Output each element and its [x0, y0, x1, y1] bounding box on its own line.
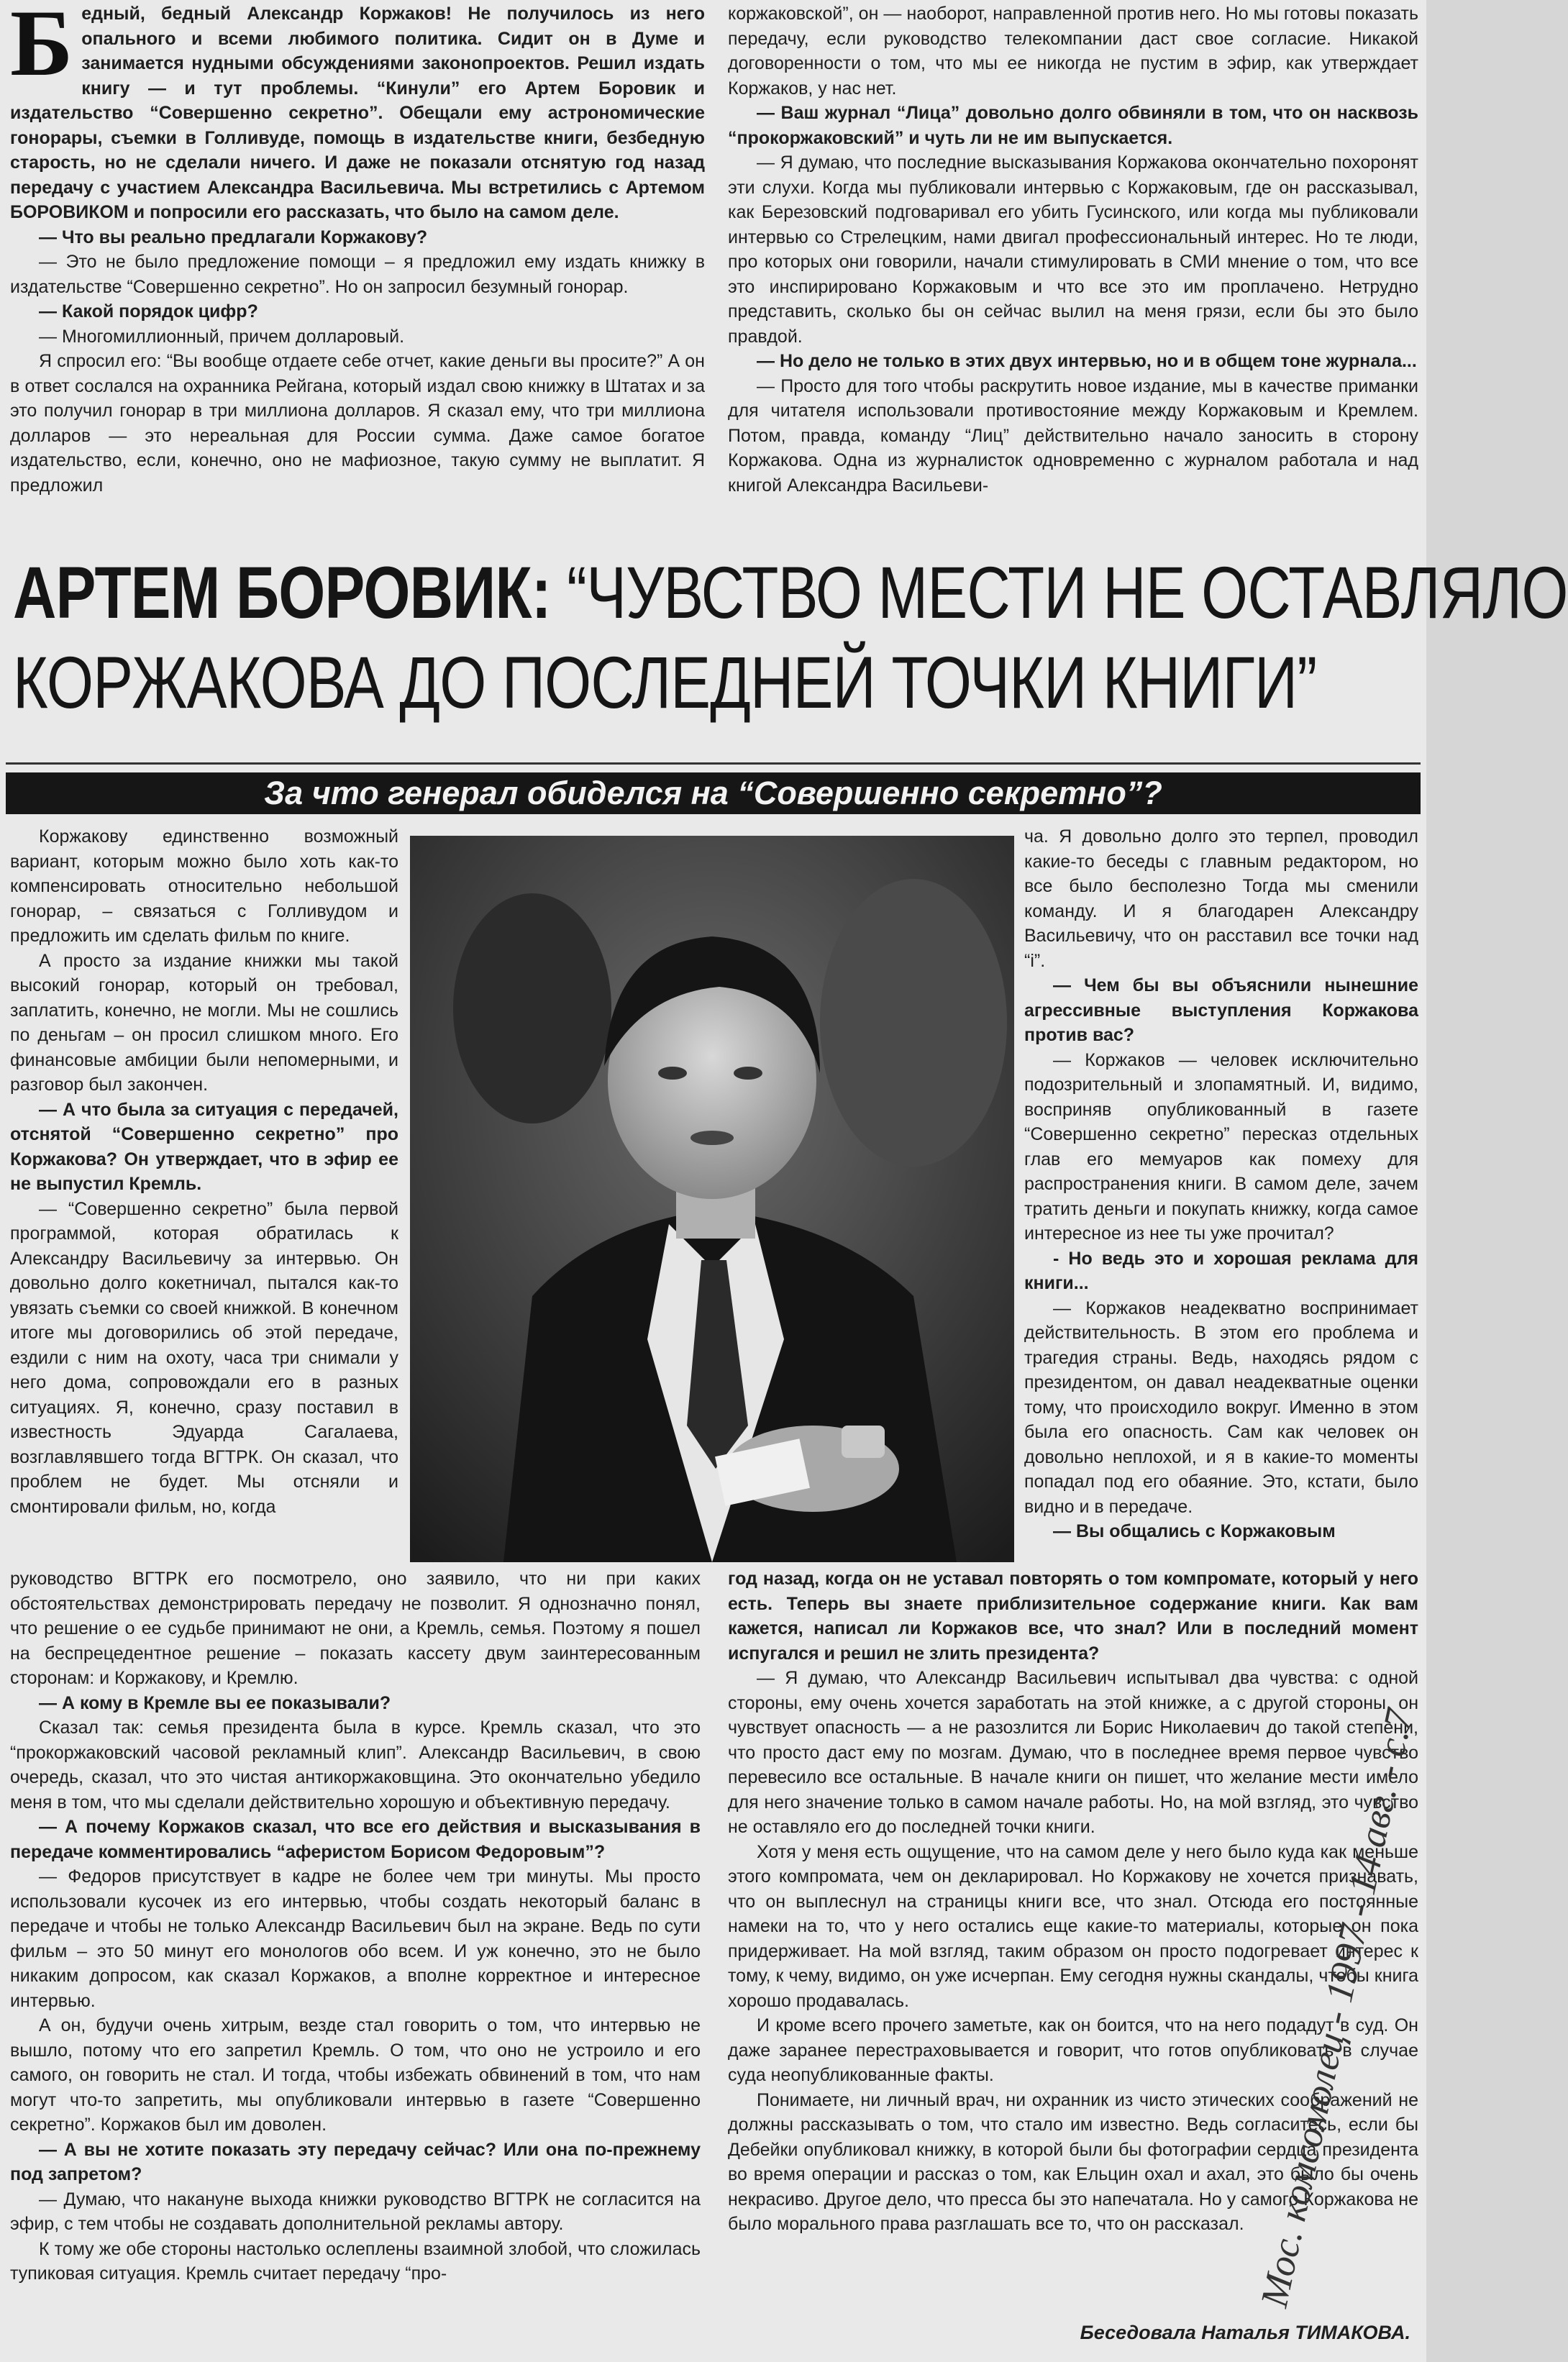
- answer: — “Совершенно секретно” была первой программой, которая обратилась к Александру Васильевичу за интервью. Он довольно долго кокетничал, пытался как-то увязать съемки со своей книжкой. В конечном итоге мы договорились об этой передаче, ездили с ним на охоту, часа три снимали у него дома, сопровождали его в разных ситуациях. Я, конечно, сразу поставил в известность Эдуарда Сагалаева, возглавлявшего тогда ВГТРК. Он сказал, что проблем не будет. Мы отсняли и смонтировали фильм, но, когда: [10, 1198, 398, 1517]
- intro-lead: едный, бедный Александр Коржаков! Не получилось из него опального и всеми любимого политика. Сидит он в Думе и занимается нудными обсуждениями законопроектов. Решил издать книгу — и тут проблемы. “Кинули” его Артем Боровик и издательство “Совершенно секретно”. Обещали ему астрономические гонорары, съемки в Голливуде, помощь в издательстве книги, безбедную старость, но не сделали ничего. И даже не показали отснятую год назад передачу с участием Александра Васильевича. Мы встретились с Артемом БОРОВИКОМ и попросили его рассказать, что было на самом деле.: [10, 4, 705, 222]
- top-right-column: [728, 1, 1418, 498]
- headline-line2: КОРЖАКОВА ДО ПОСЛЕДНЕЙ ТОЧКИ КНИГИ”: [13, 642, 1317, 724]
- answer: — Я думаю, что Александр Васильевич испытывал два чувства: с одной стороны, ему очень хочется заработать на этой книжке, а с другой стороны, он чувствует опасность — а не разозлится ли Борис Николаевич до такой степени, что просто даст ему по мозгам. Думаю, что в последнее время первое чувство перевесило все остальные. В начале книги он пишет, что желание мести имело для него значение только в самом начале работы. Но, на мой взгляд, это чувство не оставляло его до последней точки книги.: [728, 1668, 1418, 1837]
- question: — Чем бы вы объяснили нынешние агрессивные выступления Коржакова против вас?: [1024, 975, 1418, 1045]
- answer: К тому же обе стороны настолько ослеплены взаимной злобой, что сложилась тупиковая ситуация. Кремль считает передачу “про-: [10, 2238, 701, 2284]
- question: — Какой порядок цифр?: [39, 301, 258, 322]
- question: - Но ведь это и хорошая реклама для книги...: [1024, 1248, 1418, 1293]
- question: — А кому в Кремле вы ее показывали?: [39, 1692, 391, 1713]
- drop-cap: Б: [10, 0, 73, 96]
- question: год назад, когда он не уставал повторять о том компромате, который у него есть. Теперь вы знаете приблизительное содержание книги. Как вам кажется, написал ли Коржаков все, что знал? Или в последний момент испугался и решил не злить президента?: [728, 1569, 1418, 1664]
- paragraph: А просто за издание книжки мы такой высокий гонорар, который он требовал, заплатить, конечно, не могли. Мы не сошлись по деньгам – он просил слишком много. Его финансовые амбиции были непомерными, и разговор был закончен.: [10, 950, 398, 1095]
- answer: — Федоров присутствует в кадре не более чем три минуты. Мы просто использовали кусочек из его интервью, чтобы создать некоторый баланс в передаче и чтобы не только Александр Васильевич был на экране. Ведь по сути фильм – это 50 минут его монологов обо всем. И уж конечно, это не было никаким допросом, как сказал Коржаков, а вполне корректное и интересное интервью.: [10, 1866, 701, 2011]
- answer: — Я думаю, что последние высказывания Коржакова окончательно похоронят эти слухи. Когда мы публиковали интервью с Коржаковым, где он рассказывал, как Березовский подговаривал его убить Гусинского, или когда мы публиковали интервью со Стрелецким, нами двигал профессиональный интерес. Но те люди, про которых они говорили, начали стимулировать в СМИ мнение о том, что все это инспирировано Коржаковым и что все это им проплачено. Нетрудно представить, сколько бы он сейчас вылил на меня грязи, если бы это было правдой.: [728, 152, 1418, 347]
- answer: И кроме всего прочего заметьте, как он боится, что на него подадут в суд. Он даже заранее перестраховывается и говорит, что готов опубликовать в случае суда неопубликованные факты.: [728, 2015, 1418, 2085]
- answer: Я спросил его: “Вы вообще отдаете себе отчет, какие деньги вы просите?” А он в ответ сослался на охранника Рейгана, который издал свою книжку в Штатах и за это получил гонорар в три миллиона долларов. Я сказал ему, что три миллиона долларов — это нереальная для России сумма. Даже самое богатое издательство, если, конечно, оно не мафиозное, такую сумму не выплатит. Я предложил: [10, 351, 705, 496]
- right-column: [1024, 824, 1418, 1544]
- paragraph: ча. Я довольно долго это терпел, проводил какие-то беседы с главным редактором, но все было бесполезно Тогда мы сменили команду. И я благодарен Александру Васильевичу, что он расставил все точки над “i”.: [1024, 826, 1418, 971]
- answer: Сказал так: семья президента была в курсе. Кремль сказал, что это “прокоржаковский часовой рекламный клип”. Александр Васильевич, в свою очередь, сказал, что это чистая антикоржаковщина. Это окончательно убедило меня в том, что мы сделали действительно хорошую и объективную передачу.: [10, 1718, 701, 1812]
- bottom-left-column: [10, 1567, 701, 2286]
- byline-signature: Беседовала Наталья ТИМАКОВА.: [1080, 2322, 1410, 2343]
- question: — Что вы реально предлагали Коржакову?: [39, 227, 428, 247]
- handwritten-note: Мос. комсомолец - 1997 - 14 авг. - с.7: [1252, 1705, 1421, 2311]
- question: — А вы не хотите показать эту передачу сейчас? Или она по-прежнему под запретом?: [10, 2139, 701, 2184]
- headline: [13, 548, 1568, 728]
- answer: — Это не было предложение помощи – я предложил ему издать книжку в издательстве “Совершенно секретно”. Но он запросил безумный гонорар.: [10, 252, 705, 297]
- answer: А он, будучи очень хитрым, везде стал говорить о том, что интервью не вышло, потому что его запретил Кремль. О том, что оно не устроило и его самого, он говорить не стал. И тогда, чтобы избежать обвинений в том, что нам могут что-то запретить, мы опубликовали интервью в газете “Совершенно секретно”. Коржаков был им доволен.: [10, 2015, 701, 2135]
- answer: — Коржаков — человек исключительно подозрительный и злопамятный. И, видимо, восприняв опубликованный в газете “Совершенно секретно” пересказ отдельных глав его мемуаров как помеху для распространения книги. В самом деле, зачем тратить деньги и покупать книжку, когда самое интересное из нее ты уже прочитал?: [1024, 1049, 1418, 1244]
- headline-name: АРТЕМ БОРОВИК:: [13, 552, 551, 634]
- question: — А что была за ситуация с передачей, отснятой “Совершенно секретно” про Коржакова? Он утверждает, что в эфир ее не выпустил Кремль.: [10, 1099, 398, 1194]
- question: — Ваш журнал “Лица” довольно долго обвиняли в том, что он насквозь “прокоржаковский” и чуть ли не им выпускается.: [728, 103, 1418, 148]
- intro-column: [10, 1, 705, 498]
- subheadline-banner: За что генерал обиделся на “Совершенно секретно”?: [6, 772, 1421, 814]
- headline-line1: “ЧУВСТВО МЕСТИ НЕ ОСТАВЛЯЛО: [550, 552, 1568, 634]
- paragraph: коржаковской”, он — наоборот, направленной против него. Но мы готовы показать передачу, если руководство телекомпании даст свое согласие. Никакой договоренности о том, что мы ее никогда не пустим в эфир, как утверждает Коржаков, у нас нет.: [728, 4, 1418, 99]
- answer: Понимаете, ни личный врач, ни охранник из чисто этических соображений не должны рассказывать о том, что стало им известно. Ведь согласитесь, если бы Дебейки опубликовал книжку, в которой были бы фотографии сердца президента во время операции и рассказ о том, как Ельцин охал и ахал, это было бы очень некрасиво. Другое дело, что пресса бы это напечатала. Но у самого Коржакова не было морального права разглашать все то, что он рассказал.: [728, 2089, 1418, 2234]
- divider: [6, 762, 1421, 765]
- paragraph: Коржакову единственно возможный вариант, которым можно было хоть как-то компенсировать относительно небольшой гонорар, – связаться с Голливудом и предложить им сделать фильм по книге.: [10, 826, 398, 946]
- answer: — Просто для того чтобы раскрутить новое издание, мы в качестве приманки для читателя использовали противостояние между Коржаковым и Кремлем. Потом, правда, команду “Лиц” действительно начало заносить в сторону Коржакова. Одна из журналисток одновременно с журналом работала и над книгой Александра Васильеви-: [728, 375, 1418, 496]
- question: — Но дело не только в этих двух интервью, но и в общем тоне журнала...: [757, 351, 1417, 371]
- answer: — Думаю, что накануне выхода книжки руководство ВГТРК не согласится на эфир, с тем чтобы не создавать дополнительной рекламы автору.: [10, 2189, 701, 2234]
- question: — Вы общались с Коржаковым: [1053, 1521, 1336, 1541]
- portrait-photo-icon: [410, 836, 1014, 1562]
- answer: — Коржаков неадекватно воспринимает действительность. В этом его проблема и трагедия страны. Ведь, находясь рядом с президентом, он давал неадекватные оценки тому, что происходило вокруг. Именно в этом была его опасность. Сам как человек он довольно неплохой, и я в какие-то моменты попадал под его обаяние. Это, кстати, было видно и в передаче.: [1024, 1298, 1418, 1517]
- question: — А почему Коржаков сказал, что все его действия и высказывания в передаче комментировались “аферистом Борисом Федоровым”?: [10, 1817, 701, 1862]
- portrait-photo: [410, 836, 1014, 1562]
- answer: — Многомиллионный, причем долларовый.: [39, 326, 405, 347]
- paragraph: руководство ВГТРК его посмотрело, оно заявило, что ни при каких обстоятельствах демонстрировать передачу не позволит. Я однозначно понял, что решение о ее судьбе принимают не они, а Кремль, семья. Поэтому я пошел на беспрецедентное решение – показать кассету двум заинтересованным сторонам: и Коржакову, и Кремлю.: [10, 1569, 701, 1688]
- answer: Хотя у меня есть ощущение, что на самом деле у него было куда как меньше этого компромата, чем он декларировал. Но Коржакову не хочется признавать, что он выплеснул на страницы книги все, что знал. Отсюда его постоянные намеки на то, что у него остались еще какие-то материалы, которые он пока придерживает. На мой взгляд, таким образом он просто подогревает интерес к тому, к чему, видимо, он уже исчерпан. Ему сегодня нужны скандалы, чтобы книга хорошо продавалась.: [728, 1841, 1418, 2011]
- left-column: [10, 824, 398, 1519]
